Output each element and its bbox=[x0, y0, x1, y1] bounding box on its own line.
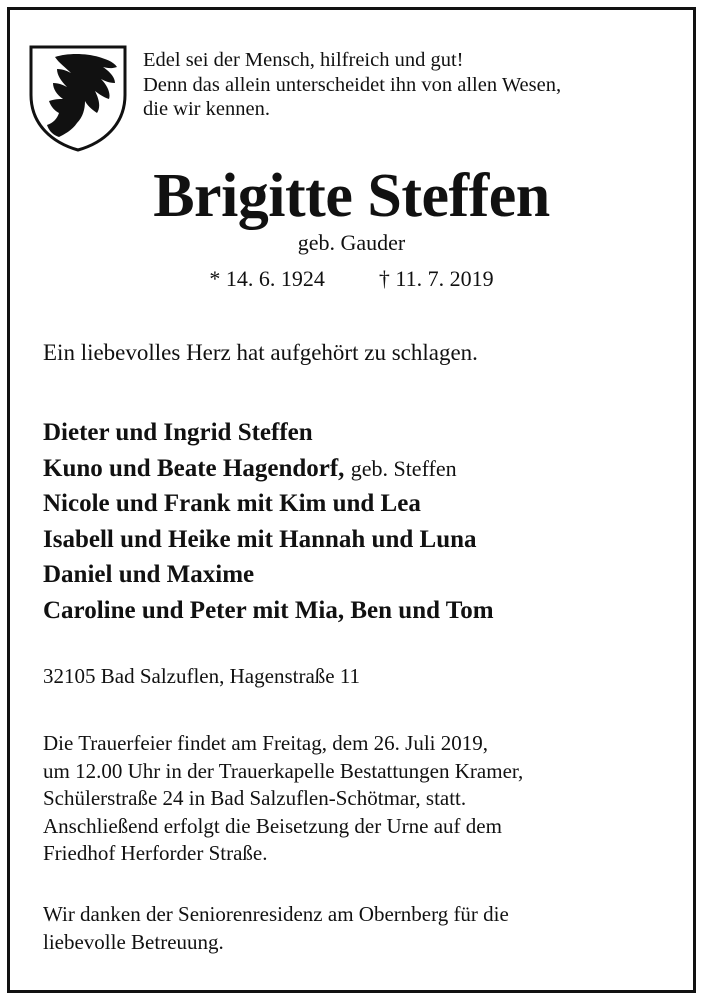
life-dates bbox=[0, 265, 703, 293]
thanks-note bbox=[43, 901, 509, 956]
heraldic-shield-icon bbox=[27, 43, 129, 153]
service-line: Anschließend erfolgt die Beisetzung der Urne auf dem bbox=[43, 813, 502, 838]
deceased-name: Brigitte Steffen bbox=[153, 162, 550, 230]
service-line: Schülerstraße 24 in Bad Salzuflen-Schötmar, statt. bbox=[43, 786, 467, 810]
mourners-list bbox=[43, 415, 494, 628]
mourner-suffix: geb. Steffen bbox=[350, 455, 457, 481]
service-line: um 12.00 Uhr in der Trauerkapelle Bestattungen Kramer, bbox=[43, 758, 524, 783]
mourner-row bbox=[43, 451, 494, 487]
service-line: Die Trauerfeier findet am Freitag, dem 26. Juli 2019, bbox=[43, 731, 488, 755]
thanks-line: liebevolle Betreuung. bbox=[43, 929, 224, 954]
motto-line: Edel sei der Mensch, hilfreich und gut! bbox=[143, 49, 464, 71]
family-address: 32105 Bad Salzuflen, Hagenstraße 11 bbox=[43, 664, 361, 688]
mourner-name: Kuno und Beate Hagendorf, bbox=[43, 454, 345, 482]
mourner-name: Nicole und Frank mit Kim und Lea bbox=[43, 490, 421, 517]
mourner-name: Caroline und Peter mit Mia, Ben und Tom bbox=[43, 596, 494, 624]
mourner-name: Isabell und Heike mit Hannah und Luna bbox=[43, 525, 477, 553]
memorial-sentence: Ein liebevolles Herz hat aufgehört zu schlagen. bbox=[43, 340, 478, 365]
motto-line: die wir kennen. bbox=[143, 98, 270, 120]
mourner-row bbox=[43, 415, 494, 451]
mourner-row bbox=[43, 557, 494, 593]
mourner-row bbox=[43, 593, 494, 629]
funeral-service-info bbox=[43, 730, 523, 868]
birth-name: geb. Gauder bbox=[297, 230, 406, 255]
mourner-row bbox=[43, 486, 494, 522]
death-date: † 11. 7. 2019 bbox=[378, 266, 494, 291]
thanks-line: Wir danken der Seniorenresidenz am Obernberg für die bbox=[43, 902, 509, 926]
mourner-row bbox=[43, 522, 494, 558]
service-line: Friedhof Herforder Straße. bbox=[43, 841, 268, 865]
birth-date: * 14. 6. 1924 bbox=[209, 266, 325, 291]
motto-line: Denn das allein unterscheidet ihn von allen Wesen, bbox=[143, 73, 562, 96]
motto-quote bbox=[143, 48, 683, 122]
mourner-name: Daniel und Maxime bbox=[43, 561, 255, 588]
mourner-name: Dieter und Ingrid Steffen bbox=[43, 419, 313, 446]
